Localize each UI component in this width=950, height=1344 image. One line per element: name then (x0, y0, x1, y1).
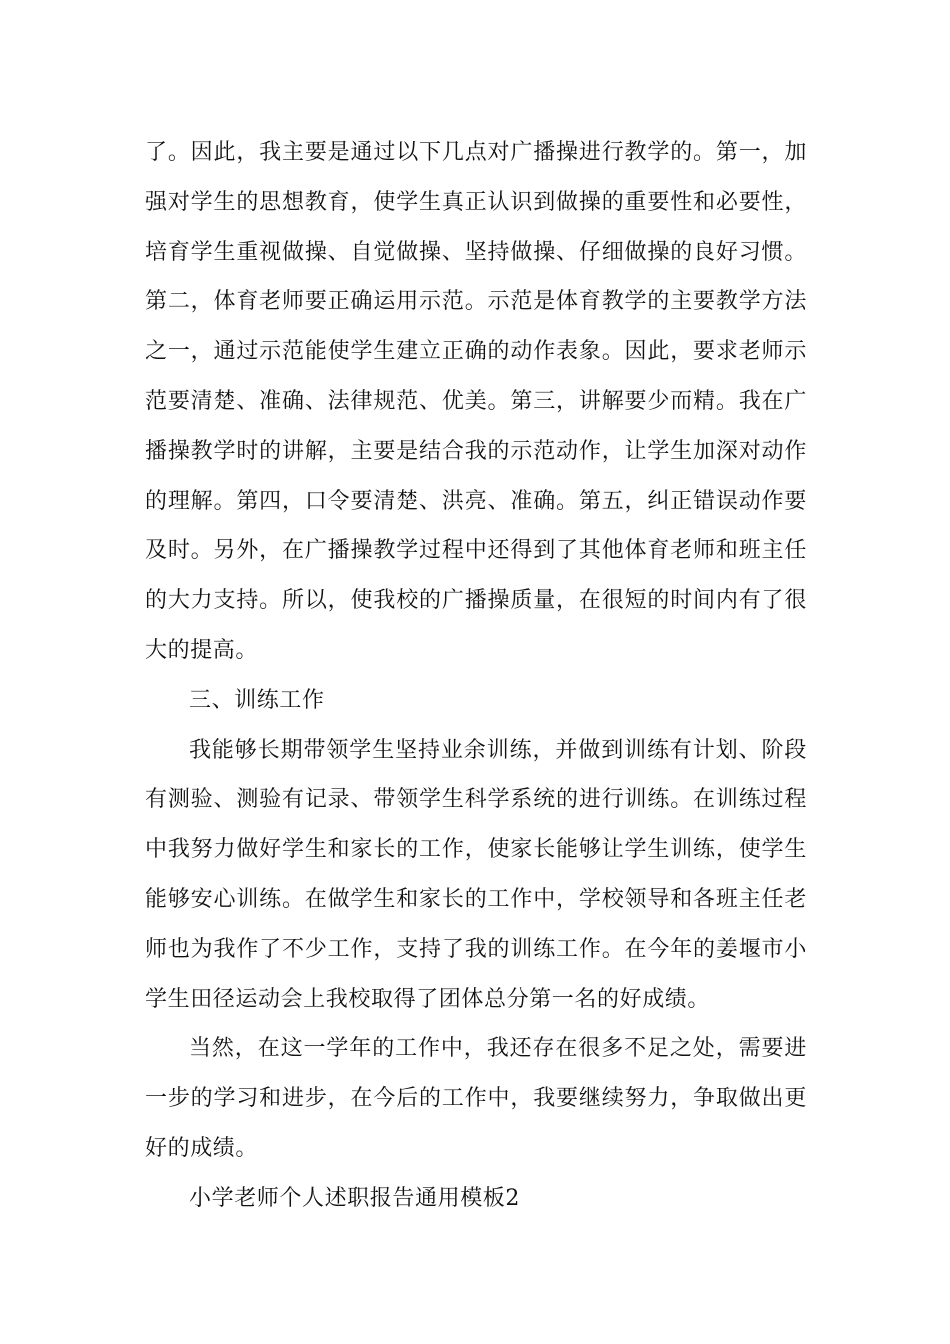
paragraph-conclusion: 当然，在这一学年的工作中，我还存在很多不足之处，需要进一步的学习和进步，在今后的工作中，我要继续努力，争取做出更好的成绩。 (145, 1036, 807, 1161)
section-heading-training-work: 三、训练工作 (189, 687, 325, 713)
paragraph-training-work: 我能够长期带领学生坚持业余训练，并做到训练有计划、阶段有测验、测验有记录、带领学生科学系统的进行训练。在训练过程中我努力做好学生和家长的工作，使家长能够让学生训练，使学生能够安心训练。在做学生和家长的工作中，学校领导和各班主任老师也为我作了不少工作，支持了我的训练工作。在今年的姜堰市小学生田径运动会上我校取得了团体总分第一名的好成绩。 (145, 737, 807, 1012)
paragraph-broadcast-exercise-teaching: 了。因此，我主要是通过以下几点对广播操进行教学的。第一，加强对学生的思想教育，使学生真正认识到做操的重要性和必要性，培育学生重视做操、自觉做操、坚持做操、仔细做操的良好习惯。第二，体育老师要正确运用示范。示范是体育教学的主要教学方法之一，通过示范能使学生建立正确的动作表象。因此，要求老师示范要清楚、准确、法律规范、优美。第三，讲解要少而精。我在广播操教学时的讲解，主要是结合我的示范动作，让学生加深对动作的理解。第四，口令要清楚、洪亮、准确。第五，纠正错误动作要及时。另外，在广播操教学过程中还得到了其他体育老师和班主任的大力支持。所以，使我校的广播操质量，在很短的时间内有了很大的提高。 (145, 140, 807, 663)
template-title-2: 小学老师个人述职报告通用模板2 (189, 1185, 520, 1211)
document-body (145, 128, 807, 1224)
